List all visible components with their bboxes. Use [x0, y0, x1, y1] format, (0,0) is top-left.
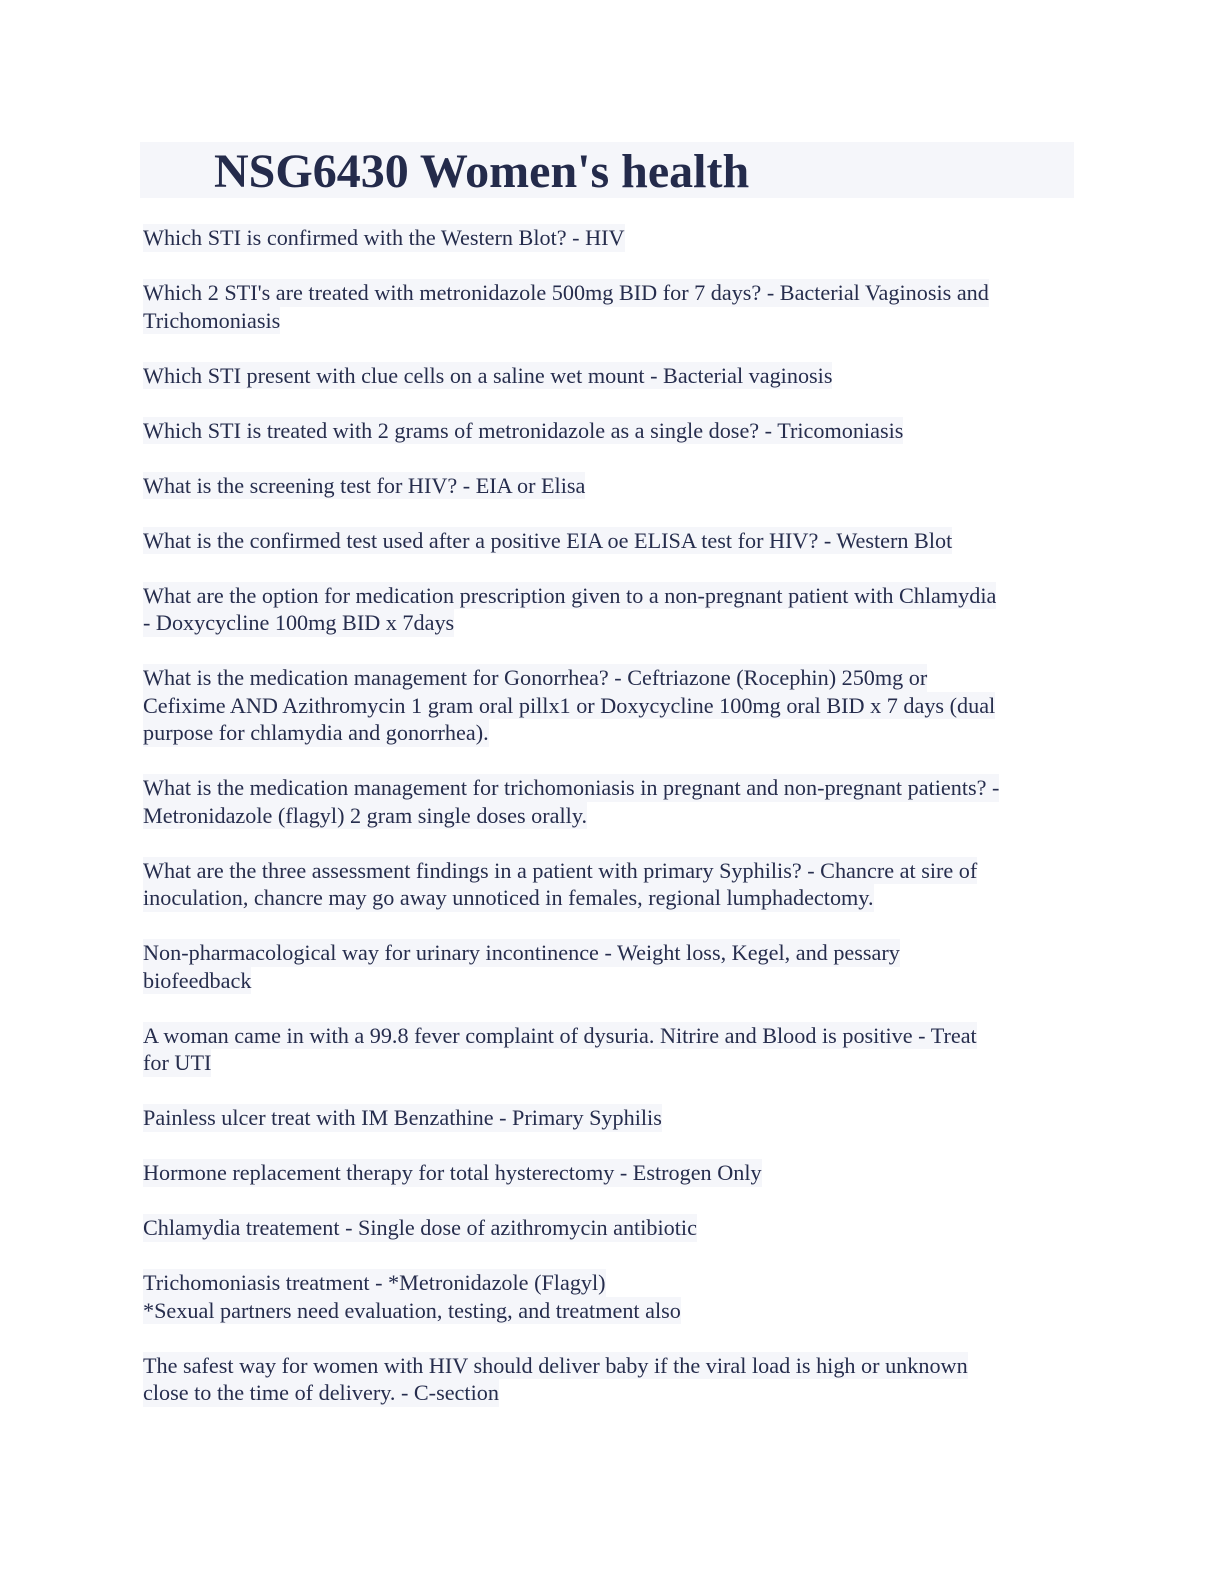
qa-line: What is the medication management for trichomoniasis in pregnant and non-pregnant patients? - [143, 775, 1000, 800]
qa-item-15 [143, 1214, 1083, 1242]
qa-item-2 [143, 279, 1083, 334]
title-banner [140, 142, 1074, 198]
qa-item-12 [143, 1022, 1083, 1077]
qa-line: *Sexual partners need evaluation, testing, and treatment also [143, 1297, 681, 1323]
qa-line: for UTI [143, 1050, 212, 1075]
qa-line: Which STI is treated with 2 grams of metronidazole as a single dose? - Tricomoniasis [143, 417, 904, 443]
qa-item-10 [143, 857, 1083, 912]
qa-item-17 [143, 1352, 1083, 1407]
qa-line: Hormone replacement therapy for total hysterectomy - Estrogen Only [143, 1160, 762, 1185]
qa-item-14 [143, 1159, 1083, 1187]
qa-line: Chlamydia treatement - Single dose of azithromycin antibiotic [143, 1215, 697, 1240]
page-title: NSG6430 Women's health [214, 145, 750, 198]
qa-item-7 [143, 582, 1083, 637]
qa-item-8 [143, 664, 1083, 747]
qa-line: Which STI present with clue cells on a saline wet mount - Bacterial vaginosis [143, 362, 833, 388]
qa-line: Metronidazole (flagyl) 2 gram single doses orally. [143, 802, 588, 828]
qa-line: inoculation, chancre may go away unnoticed in females, regional lumphadectomy. [143, 885, 874, 910]
qa-line: The safest way for women with HIV should deliver baby if the viral load is high or unknown [143, 1352, 968, 1378]
qa-item-13 [143, 1104, 1083, 1132]
qa-line: Cefixime AND Azithromycin 1 gram oral pillx1 or Doxycycline 100mg oral BID x 7 days (dual [143, 692, 996, 718]
qa-list [143, 224, 1083, 1434]
qa-line: What is the screening test for HIV? - EIA or Elisa [143, 472, 586, 498]
qa-line: What are the option for medication prescription given to a non-pregnant patient with Chlamydia [143, 582, 997, 608]
qa-line: Painless ulcer treat with IM Benzathine - Primary Syphilis [143, 1105, 662, 1130]
qa-line: - Doxycycline 100mg BID x 7days [143, 610, 455, 635]
qa-line: What are the three assessment findings in a patient with primary Syphilis? - Chancre at sire of [143, 857, 978, 883]
qa-line: A woman came in with a 99.8 fever complaint of dysuria. Nitrire and Blood is positive - Treat [143, 1022, 977, 1048]
qa-item-3 [143, 362, 1083, 390]
qa-item-4 [143, 417, 1083, 445]
qa-item-11 [143, 939, 1083, 994]
qa-line: Which 2 STI's are treated with metronidazole 500mg BID for 7 days? - Bacterial Vaginosis and [143, 280, 989, 305]
qa-line: What is the confirmed test used after a positive EIA oe ELISA test for HIV? - Western Blot [143, 527, 953, 553]
qa-item-16 [143, 1269, 1083, 1324]
qa-line: Non-pharmacological way for urinary incontinence - Weight loss, Kegel, and pessary [143, 940, 900, 965]
qa-line: purpose for chlamydia and gonorrhea). [143, 720, 489, 745]
qa-item-5 [143, 472, 1083, 500]
qa-item-9 [143, 774, 1083, 829]
qa-line: Which STI is confirmed with the Western Blot? - HIV [143, 225, 625, 250]
qa-line: close to the time of delivery. - C-section [143, 1380, 499, 1405]
qa-line: Trichomoniasis treatment - *Metronidazole (Flagyl) [143, 1270, 606, 1295]
qa-item-6 [143, 527, 1083, 555]
qa-item-1 [143, 224, 1083, 252]
qa-line: What is the medication management for Gonorrhea? - Ceftriazone (Rocephin) 250mg or [143, 665, 928, 690]
qa-line: biofeedback [143, 967, 252, 993]
qa-line: Trichomoniasis [143, 307, 281, 333]
